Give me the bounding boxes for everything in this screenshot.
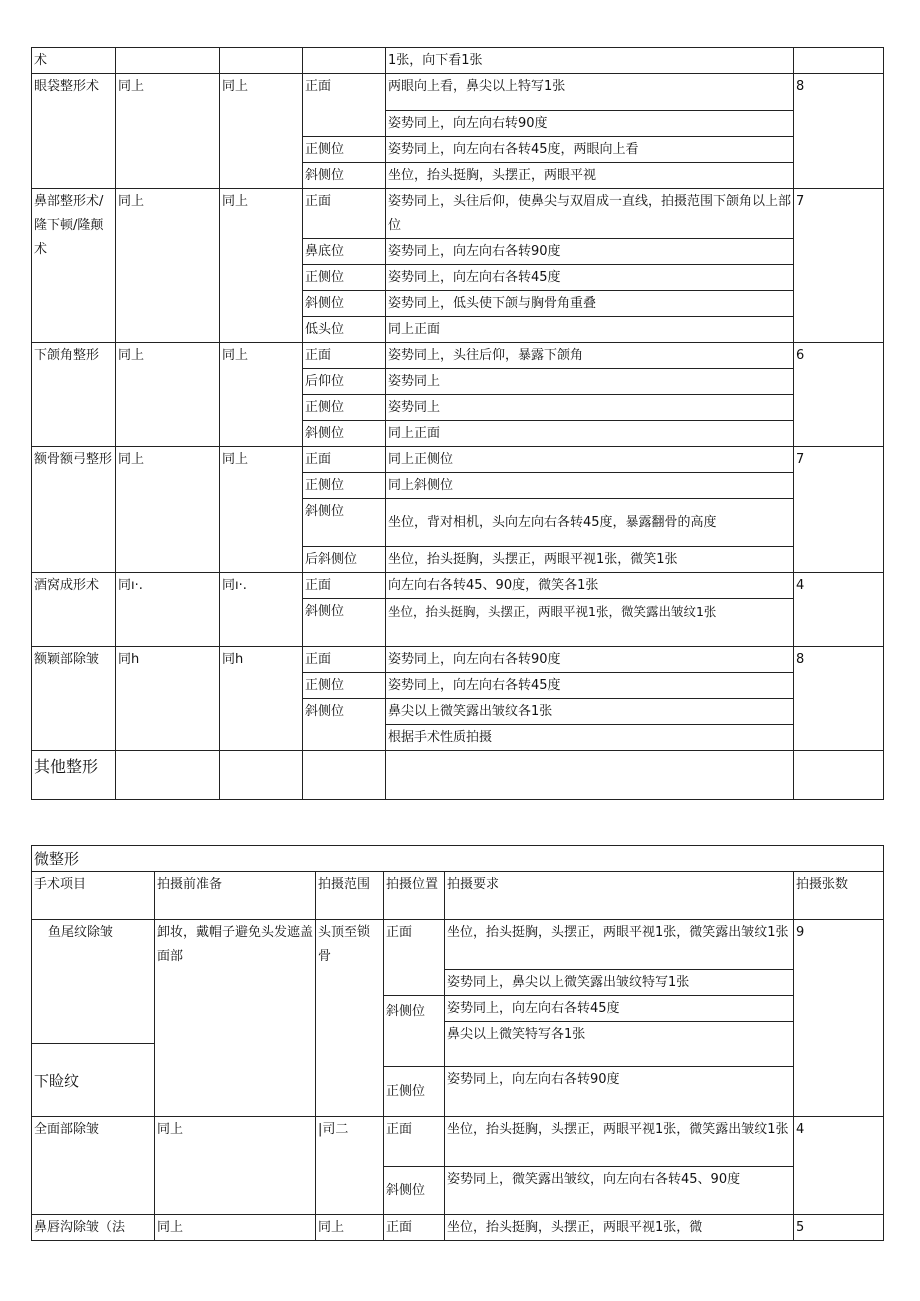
position-cell: 正面 xyxy=(384,1215,445,1241)
position-cell: 斜侧位 xyxy=(303,499,386,547)
position-cell: 斜侧位 xyxy=(303,421,386,447)
requirement-cell: 坐位，抬头挺胸，头摆正，两眼平视1张，微 xyxy=(445,1215,794,1241)
requirement-cell xyxy=(386,751,794,800)
requirement-cell: 姿势同上，鼻尖以上微笑露出皱纹特写1张 xyxy=(445,970,794,996)
count-cell: 7 xyxy=(794,447,884,573)
prep-cell: 同上 xyxy=(116,189,220,343)
range-cell: 同上 xyxy=(220,447,303,573)
prep-cell xyxy=(116,751,220,800)
project-cell: 全面部除皱 xyxy=(32,1117,155,1215)
prep-cell: 同上 xyxy=(155,1215,316,1241)
project-cell: 其他整形 xyxy=(32,751,116,800)
range-cell xyxy=(220,48,303,74)
position-cell: 正面 xyxy=(303,343,386,369)
table-title-row xyxy=(32,846,884,872)
range-cell: 同上 xyxy=(220,343,303,447)
position-cell xyxy=(303,48,386,74)
range-cell: |司二 xyxy=(316,1117,384,1215)
count-cell: 7 xyxy=(794,189,884,343)
project-cell: 下睑纹 xyxy=(32,1044,155,1117)
table-title: 微整形 xyxy=(32,846,884,872)
header-position: 拍摄位置 xyxy=(384,872,445,920)
requirement-cell: 同上斜侧位 xyxy=(386,473,794,499)
position-cell: 斜侧位 xyxy=(384,996,445,1067)
table-row xyxy=(32,48,884,74)
requirement-cell: 同上正面 xyxy=(386,317,794,343)
requirement-cell: 坐位，抬头挺胸，头摆正，两眼平视1张，微笑露出皱纹1张 xyxy=(386,599,794,647)
range-cell xyxy=(220,751,303,800)
table-row xyxy=(32,647,884,673)
table-header-row xyxy=(32,872,884,920)
requirement-cell: 姿势同上，向左向右各转90度 xyxy=(386,647,794,673)
requirement-cell: 两眼向上看，鼻尖以上特写1张 xyxy=(386,74,794,111)
prep-cell: 同h xyxy=(116,647,220,751)
range-cell: 同h xyxy=(220,647,303,751)
requirement-cell: 姿势同上，向左向右各转45度 xyxy=(445,996,794,1022)
prep-cell xyxy=(116,48,220,74)
requirement-cell: 根据手术性质拍摄 xyxy=(386,725,794,751)
table-row xyxy=(32,189,884,239)
table-row xyxy=(32,343,884,369)
requirement-cell: 坐位，抬头挺胸，头摆正，两眼平视1张，微笑1张 xyxy=(386,547,794,573)
requirement-cell: 姿势同上 xyxy=(386,369,794,395)
requirement-cell: 向左向右各转45、90度，微笑各1张 xyxy=(386,573,794,599)
prep-cell: 同上 xyxy=(116,343,220,447)
requirement-cell: 同上正侧位 xyxy=(386,447,794,473)
requirement-cell: 姿势同上，低头使下颌与胸骨角重叠 xyxy=(386,291,794,317)
prep-cell: 同上 xyxy=(116,74,220,189)
project-cell: 鼻唇沟除皱（法 xyxy=(32,1215,155,1241)
project-cell: 鱼尾纹除皱 xyxy=(32,920,155,1044)
position-cell: 正面 xyxy=(384,1117,445,1167)
range-cell: 同ı·. xyxy=(220,573,303,647)
position-cell: 正面 xyxy=(303,573,386,599)
position-cell: 后斜侧位 xyxy=(303,547,386,573)
prep-cell: 同上 xyxy=(155,1117,316,1215)
count-cell: 8 xyxy=(794,74,884,189)
position-cell: 正面 xyxy=(303,447,386,473)
count-cell: 6 xyxy=(794,343,884,447)
prep-cell: 同ı·. xyxy=(116,573,220,647)
table-row xyxy=(32,573,884,599)
range-cell: 同上 xyxy=(220,189,303,343)
requirement-cell: 坐位，背对相机，头向左向右各转45度，暴露翻骨的高度 xyxy=(386,499,794,547)
header-count: 拍摄张数 xyxy=(794,872,884,920)
header-prep: 拍摄前准备 xyxy=(155,872,316,920)
count-cell: 4 xyxy=(794,1117,884,1215)
requirement-cell: 鼻尖以上微笑露出皱纹各1张 xyxy=(386,699,794,725)
requirement-cell: 姿势同上，向左向右转90度 xyxy=(386,111,794,137)
position-cell: 正侧位 xyxy=(384,1067,445,1117)
surgery-photo-table xyxy=(31,47,884,800)
table-row xyxy=(32,1117,884,1167)
position-cell: 正侧位 xyxy=(303,137,386,163)
header-project: 手术项目 xyxy=(32,872,155,920)
prep-cell: 卸妆，戴帽子避免头发遮盖面部 xyxy=(155,920,316,1117)
count-cell xyxy=(794,751,884,800)
micro-surgery-table xyxy=(31,845,884,1241)
project-cell: 额颖部除皱 xyxy=(32,647,116,751)
position-cell: 低头位 xyxy=(303,317,386,343)
position-cell: 正侧位 xyxy=(303,673,386,699)
count-cell: 9 xyxy=(794,920,884,1117)
position-cell: 后仰位 xyxy=(303,369,386,395)
requirement-cell: 姿势同上，向左向右各转45度 xyxy=(386,265,794,291)
project-cell: 眼袋整形术 xyxy=(32,74,116,189)
requirement-cell: 姿势同上，头往后仰，暴露下颌角 xyxy=(386,343,794,369)
project-cell: 下颌角整形 xyxy=(32,343,116,447)
position-cell: 斜侧位 xyxy=(303,699,386,751)
position-cell: 鼻底位 xyxy=(303,239,386,265)
table-row xyxy=(32,74,884,111)
project-cell: 酒窝成形术 xyxy=(32,573,116,647)
position-cell: 正面 xyxy=(384,920,445,996)
requirement-cell: 同上正面 xyxy=(386,421,794,447)
position-cell: 正面 xyxy=(303,647,386,673)
requirement-cell: 姿势同上 xyxy=(386,395,794,421)
table-row xyxy=(32,447,884,473)
table-row xyxy=(32,920,884,970)
requirement-cell: 1张，向下看1张 xyxy=(386,48,794,74)
count-cell: 8 xyxy=(794,647,884,751)
requirement-cell: 鼻尖以上微笑特写各1张 xyxy=(445,1022,794,1067)
position-cell: 斜侧位 xyxy=(303,599,386,647)
table-row xyxy=(32,1215,884,1241)
position-cell: 正侧位 xyxy=(303,473,386,499)
position-cell xyxy=(303,751,386,800)
range-cell: 同上 xyxy=(316,1215,384,1241)
requirement-cell: 坐位，抬头挺胸，头摆正，两眼平视 xyxy=(386,163,794,189)
count-cell xyxy=(794,48,884,74)
requirement-cell: 姿势同上，头往后仰，使鼻尖与双眉成一直线，拍摄范围下颌角以上部位 xyxy=(386,189,794,239)
requirement-cell: 坐位，抬头挺胸，头摆正，两眼平视1张，微笑露出皱纹1张 xyxy=(445,920,794,970)
position-cell: 正面 xyxy=(303,74,386,137)
requirement-cell: 坐位，抬头挺胸，头摆正，两眼平视1张，微笑露出皱纹1张 xyxy=(445,1117,794,1167)
prep-cell: 同上 xyxy=(116,447,220,573)
requirement-cell: 姿势同上，微笑露出皱纹，向左向右各转45、90度 xyxy=(445,1167,794,1215)
count-cell: 5 xyxy=(794,1215,884,1241)
table-row xyxy=(32,751,884,800)
requirement-cell: 姿势同上，向左向右各转45度 xyxy=(386,673,794,699)
position-cell: 正侧位 xyxy=(303,395,386,421)
requirement-cell: 姿势同上，向左向右各转45度，两眼向上看 xyxy=(386,137,794,163)
requirement-cell: 姿势同上，向左向右各转90度 xyxy=(445,1067,794,1117)
requirement-cell: 姿势同上，向左向右各转90度 xyxy=(386,239,794,265)
range-cell: 同上 xyxy=(220,74,303,189)
header-range: 拍摄范围 xyxy=(316,872,384,920)
header-requirement: 拍摄要求 xyxy=(445,872,794,920)
position-cell: 斜侧位 xyxy=(303,291,386,317)
position-cell: 正面 xyxy=(303,189,386,239)
count-cell: 4 xyxy=(794,573,884,647)
range-cell: 头顶至锁骨 xyxy=(316,920,384,1117)
position-cell: 正侧位 xyxy=(303,265,386,291)
position-cell: 斜侧位 xyxy=(384,1167,445,1215)
project-cell: 鼻部整形术/隆下顿/隆颠术 xyxy=(32,189,116,343)
position-cell: 斜侧位 xyxy=(303,163,386,189)
project-cell: 术 xyxy=(32,48,116,74)
project-cell: 额骨额弓整形 xyxy=(32,447,116,573)
